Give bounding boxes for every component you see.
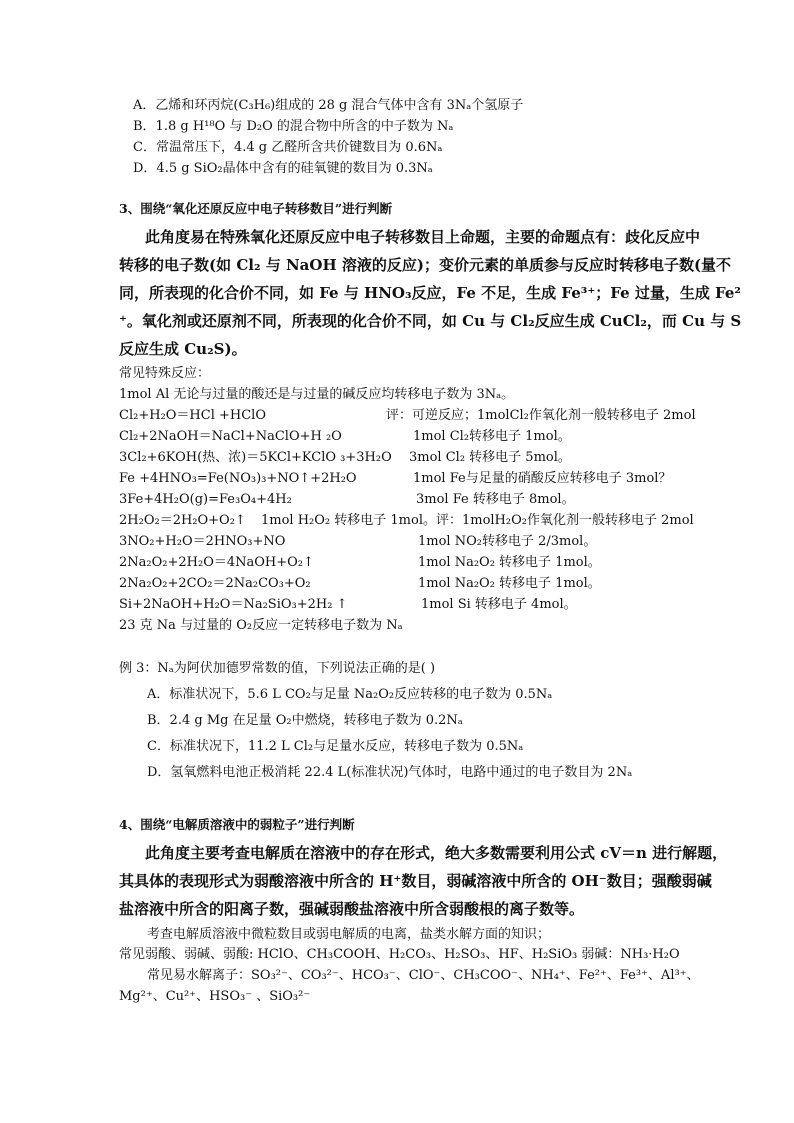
- reaction-equation: Cl₂+2NaOH＝NaCl+NaClO+H ₂O: [119, 429, 342, 444]
- reaction-equation: Fe +4HNO₃=Fe(NO₃)₃+NO↑+2H₂O: [119, 471, 357, 486]
- example-3-option-c: C．标准状况下，11.2 L Cl₂与足量水反应，转移电子数为 0.5Nₐ: [147, 739, 524, 754]
- option-b: B．1.8 g H¹⁸O 与 D₂O 的混合物中所含的中子数为 Nₐ: [133, 119, 454, 134]
- section-4-note: 考查电解质溶液中微粒数目或弱电解质的电离，盐类水解方面的知识；: [147, 927, 551, 942]
- reaction-equation: Cl₂+H₂O＝HCl +HClO: [119, 408, 266, 423]
- example-3-option-a: A．标准状况下，5.6 L CO₂与足量 Na₂O₂反应转移的电子数为 0.5Nₐ: [147, 687, 553, 702]
- reaction-equation: 3NO₂+H₂O＝2HNO₃+NO: [119, 534, 286, 549]
- reaction-note: 1mol NO₂转移电子 2/3mol。: [418, 534, 597, 549]
- reaction-note: 1mol Fe与足量的硝酸反应转移电子 3mol？: [413, 471, 672, 486]
- example-3-option-b: B．2.4 g Mg 在足量 O₂中燃烧，转移电子数为 0.2Nₐ: [147, 713, 463, 728]
- hydrolysis-ions-line-2: Mg²⁺、Cu²⁺、HSO₃⁻ 、SiO₃²⁻: [119, 989, 311, 1004]
- reaction-note: 1mol Na₂O₂ 转移电子 1mol。: [418, 576, 601, 591]
- option-d: D．4.5 g SiO₂晶体中含有的硅氧键的数目为 0.3Nₐ: [133, 161, 433, 176]
- reaction-equation: 3Cl₂+6KOH(热、浓)＝5KCl+KClO ₃+3H₂O: [119, 450, 392, 465]
- reaction-note: 1mol Si 转移电子 4mol。: [421, 597, 577, 612]
- reaction-equation: 2Na₂O₂+2H₂O＝4NaOH+O₂↑: [119, 555, 314, 570]
- example-3-option-d: D．氢氧燃料电池正极消耗 22.4 L(标准状况)气体时，电路中通过的电子数目为 2Nₐ: [147, 765, 633, 780]
- weak-acids-line: 常见弱酸、弱碱、弱酸: HClO、CH₃COOH、H₂CO₃、H₂SO₃、HF、H₂SiO₃ 弱碱：NH₃·H₂O: [119, 947, 680, 962]
- reaction-equation: Si+2NaOH+H₂O＝Na₂SiO₃+2H₂ ↑: [119, 597, 348, 612]
- reaction-note: 1mol H₂O₂ 转移电子 1mol。评：1molH₂O₂作氧化剂一般转移电子 2mol: [261, 513, 694, 528]
- reaction-equation: 2H₂O₂＝2H₂O+O₂↑: [119, 513, 246, 528]
- reaction-note: 3mol Cl₂ 转移电子 5mol。: [409, 450, 571, 465]
- reaction-note: 评：可逆反应；1molCl₂作氧化剂一般转移电子 2mol: [386, 408, 696, 423]
- al-line: 1mol Al 无论与过量的酸还是与过量的碱反应均转移电子数为 3Nₐ。: [119, 387, 515, 402]
- reaction-note: 3mol Fe 转移电子 8mol。: [416, 492, 575, 507]
- section-4-title: 4、围绕“电解质溶液中的弱粒子”进行判断: [119, 817, 355, 832]
- section-3-para-line: 反应生成 Cu₂S)。: [119, 340, 247, 358]
- section-4-para-line: 此角度主要考查电解质在溶液中的存在形式，绝大多数需要利用公式 cV＝n 进行解题，: [145, 844, 728, 862]
- hydrolysis-ions-line: 常见易水解离子：SO₃²⁻、CO₃²⁻、HCO₃⁻、ClO⁻、CH₃COO⁻、NH₄⁺、Fe²⁺、Fe³⁺、Al³⁺、: [147, 968, 700, 983]
- example-3-stem: 例 3：Nₐ为阿伏加德罗常数的值，下列说法正确的是( ): [119, 661, 436, 676]
- reaction-note: 1mol Cl₂转移电子 1mol。: [413, 429, 571, 444]
- reaction-equation: 2Na₂O₂+2CO₂＝2Na₂CO₃+O₂: [119, 576, 311, 591]
- section-4-para-line: 其具体的表现形式为弱酸溶液中所含的 H⁺数目，弱碱溶液中所含的 OH⁻数目；强酸弱碱: [119, 872, 712, 890]
- na-line: 23 克 Na 与过量的 O₂反应一定转移电子数为 Nₐ: [119, 618, 403, 633]
- option-a: A．乙烯和环丙烷(C₃H₆)组成的 28 g 混合气体中含有 3Nₐ个氢原子: [133, 98, 524, 113]
- section-3-para-line: 同，所表现的化合价不同，如 Fe 与 HNO₃反应，Fe 不足，生成 Fe³⁺；Fe 过量，生成 Fe²: [119, 284, 741, 302]
- section-3-title: 3、围绕“氧化还原反应中电子转移数目”进行判断: [119, 201, 393, 216]
- section-3-para-line: 转移的电子数(如 Cl₂ 与 NaOH 溶液的反应)；变价元素的单质参与反应时转移电子数(量不: [119, 256, 732, 274]
- option-c: C．常温常压下，4.4 g 乙醛所含共价键数目为 0.6Nₐ: [133, 140, 443, 155]
- section-3-para-line: 此角度易在特殊氧化还原反应中电子转移数目上命题，主要的命题点有：歧化反应中: [145, 228, 701, 246]
- special-reactions-title: 常见特殊反应：: [119, 366, 211, 381]
- reaction-equation: 3Fe+4H₂O(g)=Fe₃O₄+4H₂: [119, 492, 292, 507]
- section-4-para-line: 盐溶液中所含的阳离子数，强碱弱酸盐溶液中所含弱酸根的离子数等。: [119, 900, 585, 918]
- section-3-para-line: ⁺。氧化剂或还原剂不同，所表现的化合价不同，如 Cu 与 Cl₂反应生成 CuCl₂，而 Cu 与 S: [119, 312, 742, 330]
- reaction-note: 1mol Na₂O₂ 转移电子 1mol。: [418, 555, 601, 570]
